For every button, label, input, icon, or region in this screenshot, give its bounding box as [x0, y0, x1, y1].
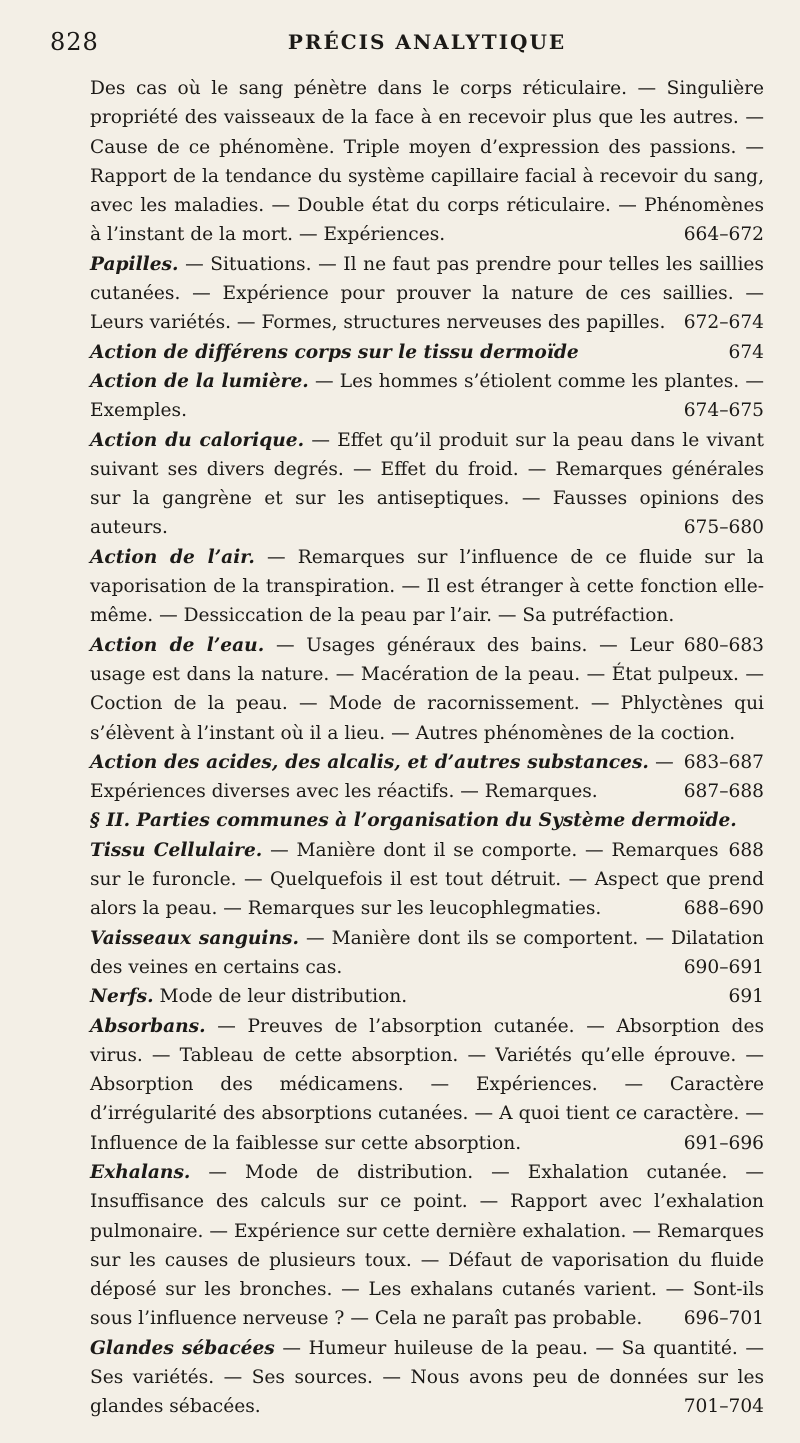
- page-range: 672–674: [683, 312, 764, 334]
- entry-text: — Manière dont il se comporte. — Remarques sur le furoncle. — Quelquefois il est tout détruit. — Aspect que prend alors la peau. — Remarques sur les leucophlegmaties.: [90, 839, 764, 920]
- entry-text: — Manière dont ils se comportent. — Dilatation des veines en certains cas.: [90, 927, 764, 978]
- page-range: 687–688: [683, 781, 764, 803]
- section-heading: § II. Parties communes à l’organisation du Système dermoïde.: [90, 810, 737, 832]
- page-range: 674: [728, 341, 764, 363]
- entry-heading: Nerfs.: [90, 986, 154, 1008]
- toc-entry: [90, 1334, 764, 1422]
- toc-entry: [90, 250, 764, 338]
- entry-text: — Effet qu’il produit sur la peau dans le vivant suivant ses divers degrés. — Effet du froid. — Remarques générales sur la gangrène et sur les antiseptiques. — Fausses opinions des auteurs.: [90, 429, 764, 539]
- toc-entry: [90, 367, 764, 426]
- entry-heading: Action de l’air.: [90, 546, 255, 568]
- page-range: 675–680: [683, 517, 764, 539]
- entry-text: Des cas où le sang pénètre dans le corps réticulaire. — Singulière propriété des vaisseaux de la face à en recevoir plus que les autres. — Cause de ce phénomène. Triple moyen d’expression des passions. — Rapport de la tendance du système capillaire facial à recevoir du sang, avec les maladies. — Double état du corps réticulaire. — Phénomènes à l’instant de la mort. — Expériences.: [90, 78, 764, 246]
- entry-heading: Action du calorique.: [90, 429, 305, 451]
- page-range: 683–687: [683, 751, 764, 773]
- toc-entry: [90, 74, 764, 250]
- entry-text: — Les hommes s’étiolent comme les plantes. — Exemples.: [90, 370, 764, 422]
- page-range: 688: [728, 839, 764, 861]
- entry-heading: Papilles.: [90, 253, 179, 275]
- entry-heading: Action des acides, des alcalis, et d’autres substances.: [90, 751, 649, 773]
- entry-text: — Usages généraux des bains. — Leur usage est dans la nature. — Macération de la peau. — État pulpeux. — Coction de la peau. — Mode de racornissement. — Phlyctènes qui s’élèvent à l’instant où il a lieu. — Autres phénomènes de la coction.: [90, 634, 764, 744]
- page-range: 680–683: [683, 634, 764, 656]
- toc-entry: [90, 748, 764, 807]
- toc-entry: [90, 924, 764, 983]
- page-range: 691–696: [683, 1132, 764, 1154]
- page-range: 691: [728, 986, 764, 1008]
- toc-entry: [90, 426, 764, 543]
- page-range: 664–672: [683, 224, 764, 246]
- entry-heading: Vaisseaux sanguins.: [90, 927, 299, 949]
- entry-text: — Remarques sur l’influence de ce fluide sur la vaporisation de la transpiration. — Il est étranger à cette fonction elle-même. — Dessiccation de la peau par l’air. — Sa putréfaction.: [90, 546, 765, 627]
- page-range: 690–691: [683, 956, 764, 978]
- running-title: PRÉCIS ANALYTIQUE: [287, 30, 567, 54]
- entry-heading: Tissu Cellulaire.: [90, 839, 263, 861]
- toc-entry: [90, 1158, 764, 1334]
- entry-text: Mode de leur distribution.: [159, 986, 408, 1008]
- entry-heading: Absorbans.: [90, 1015, 206, 1037]
- toc-entry: [90, 836, 764, 924]
- entry-text: — Situations. — Il ne faut pas prendre pour telles les saillies cutanées. — Expérience pour prouver la nature de ces saillies. — Leurs variétés. — Formes, structures nerveuses des papilles.: [90, 253, 764, 334]
- entry-heading: Action de différens corps sur le tissu dermoïde: [90, 341, 579, 363]
- entry-text: — Expériences diverses avec les réactifs. — Remarques.: [90, 751, 674, 803]
- page-range: 674–675: [683, 400, 764, 422]
- toc-entry: [90, 1012, 764, 1158]
- toc-entry: [90, 338, 764, 367]
- entry-text: — Mode de distribution. — Exhalation cutanée. — Insuffisance des calculs sur ce point. — Rapport avec l’exhalation pulmonaire. — Expérience sur cette dernière exhalation. — Remarques sur les causes de plusieurs toux. — Défaut de vaporisation du fluide déposé sur les bronches. — Les exhalans cutanés varient. — Sont-ils sous l’influence nerveuse ? — Cela ne paraît pas probable.: [90, 1161, 764, 1330]
- entry-heading: Action de l’eau.: [90, 634, 265, 656]
- page-number: 828: [50, 28, 99, 56]
- running-head: [50, 28, 764, 68]
- page-range: 696–701: [683, 1308, 764, 1330]
- entry-heading: Action de la lumière.: [90, 370, 309, 392]
- table-of-contents: [90, 74, 764, 1422]
- entry-heading: Exhalans.: [90, 1161, 191, 1183]
- page-range: 688–690: [683, 898, 764, 920]
- entry-text: — Preuves de l’absorption cutanée. — Absorption des virus. — Tableau de cette absorption. — Variétés qu’elle éprouve. — Absorption des médicamens. — Expériences. — Caractère d’irrégularité des absorptions cutanées. — A quoi tient ce caractère. — Influence de la faiblesse sur cette absorption.: [90, 1015, 764, 1154]
- page-range: 701–704: [683, 1396, 764, 1418]
- entry-text: — Humeur huileuse de la peau. — Sa quantité. — Ses variétés. — Ses sources. — Nous avons peu de données sur les glandes sébacées.: [90, 1337, 765, 1418]
- entry-heading: Glandes sébacées: [90, 1337, 275, 1359]
- toc-entry: [90, 982, 764, 1011]
